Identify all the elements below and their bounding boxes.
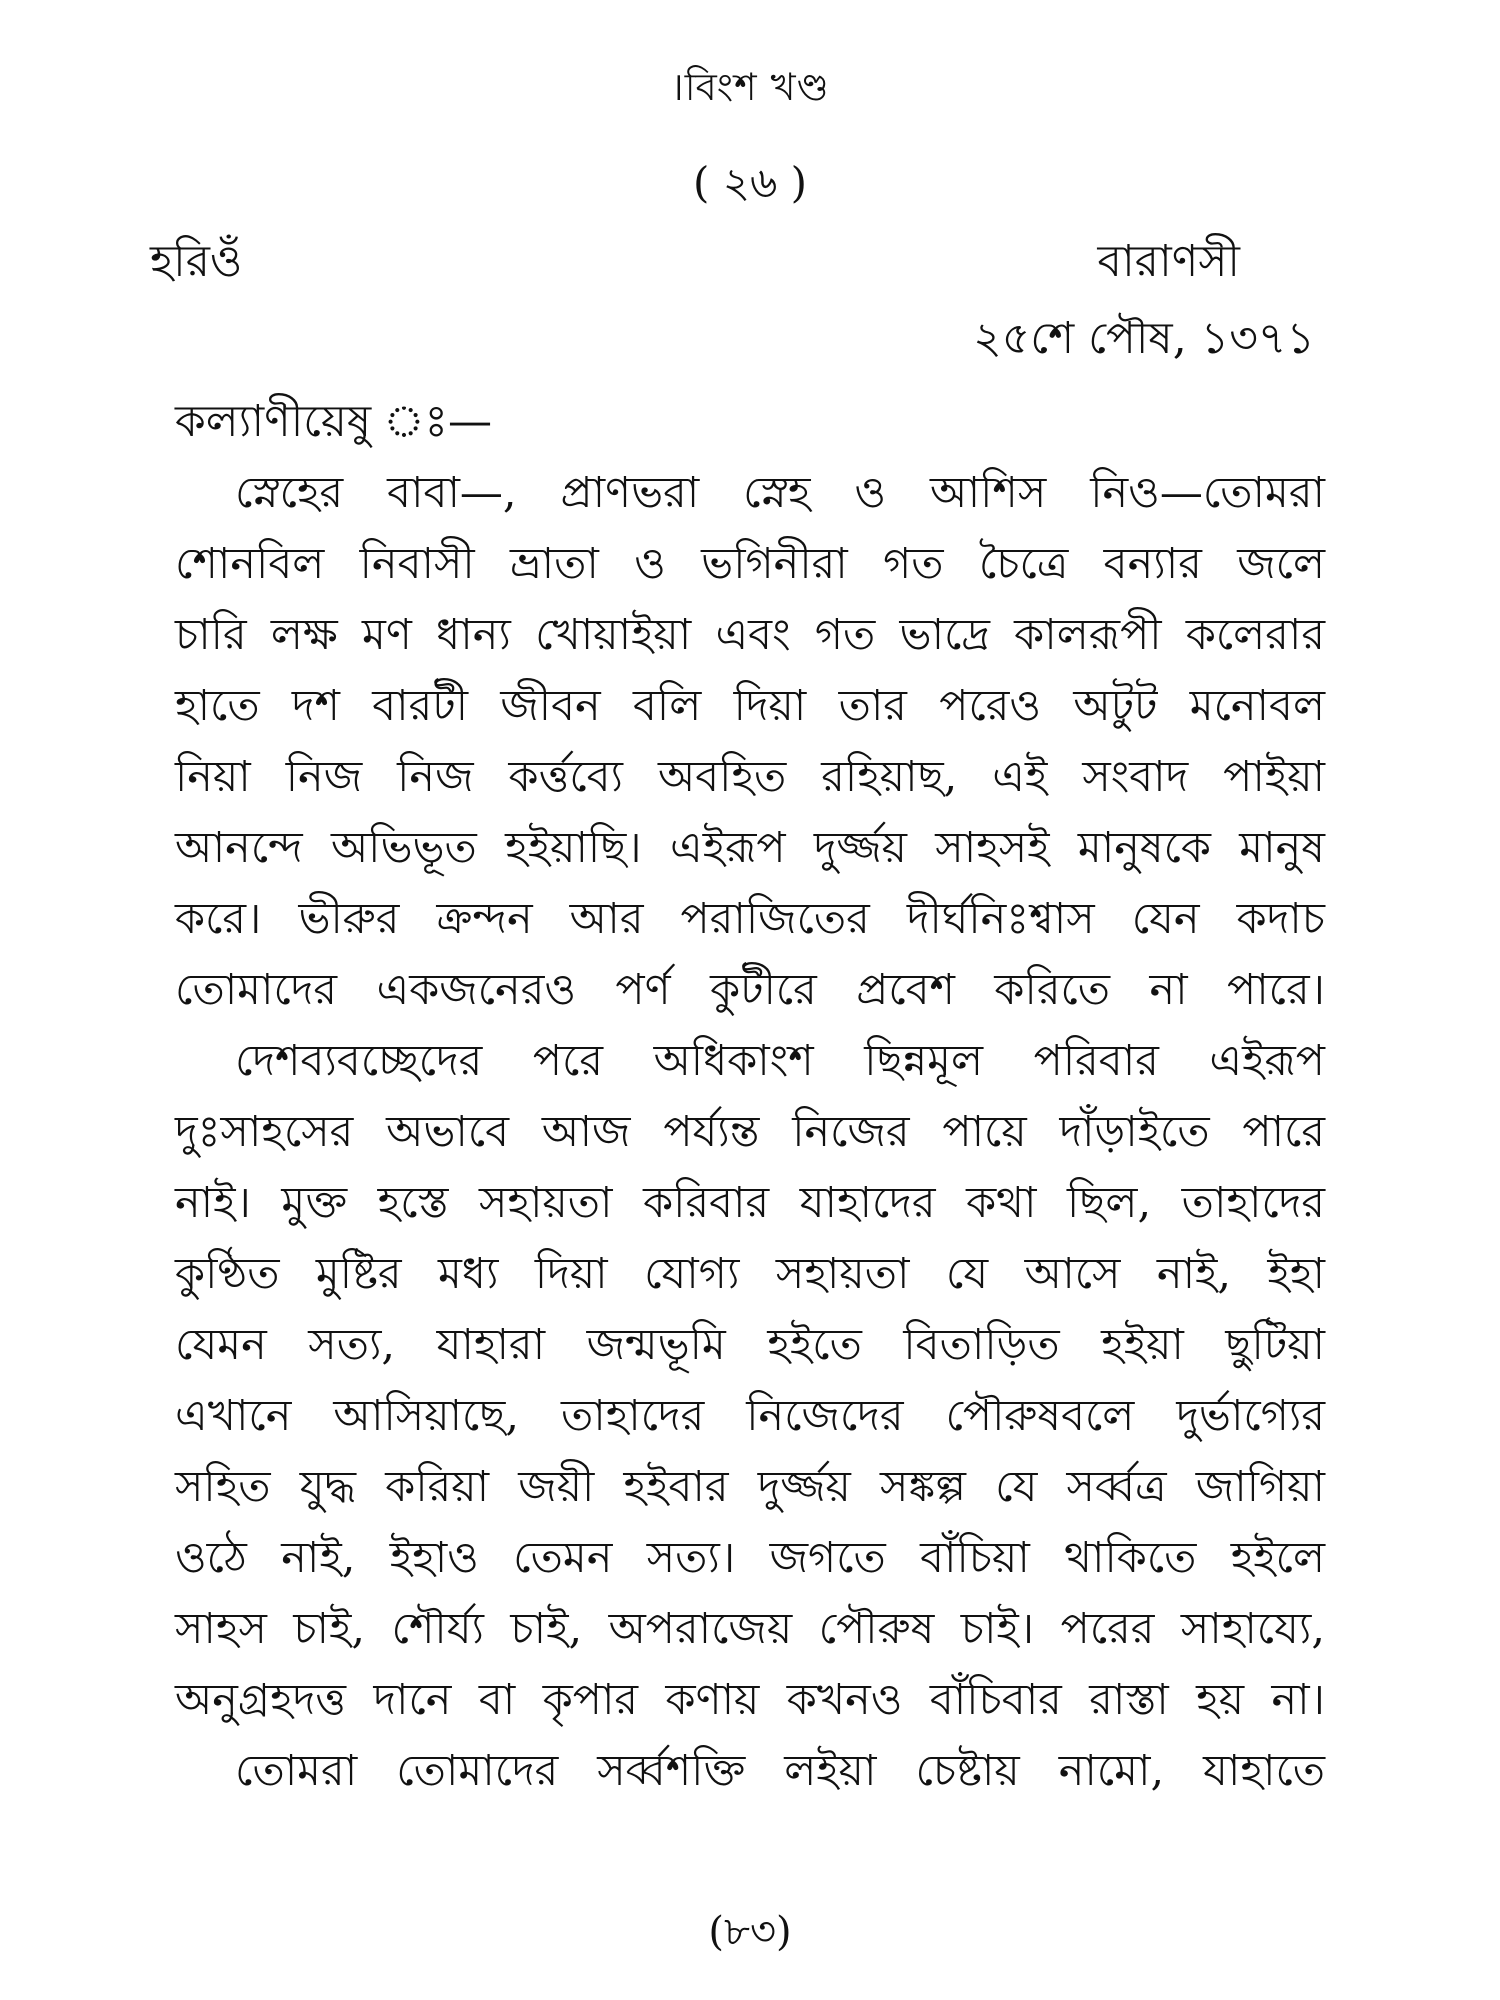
salutation: হরিওঁ: [150, 236, 243, 287]
text-line: কুণ্ঠিত মুষ্টির মধ্য দিয়া যোগ্য সহায়তা যে আসে নাই, ইহা: [175, 1249, 1325, 1299]
text-line: আনন্দে অভিভূত হইয়াছি। এইরূপ দুর্জ্জয় সাহসই মানুষকে মানুষ: [175, 823, 1325, 873]
letter-number: ( ২৬ ): [692, 158, 808, 207]
letter-body: [175, 458, 1325, 1807]
text-line: তোমাদের একজনেরও পর্ণ কুটীরে প্রবেশ করিতে না পারে।: [175, 965, 1325, 1015]
text-line: তোমরা তোমাদের সর্ব্বশক্তি লইয়া চেষ্টায় নামো, যাহাতে: [235, 1746, 1325, 1796]
paragraph-1: [175, 458, 1325, 1026]
text-line: ওঠে নাই, ইহাও তেমন সত্য। জগতে বাঁচিয়া থাকিতে হইলে: [175, 1533, 1325, 1583]
text-line: সাহস চাই, শৌর্য্য চাই, অপরাজেয় পৌরুষ চাই। পরের সাহায্যে,: [175, 1604, 1325, 1654]
text-line: সহিত যুদ্ধ করিয়া জয়ী হইবার দুর্জ্জয় সঙ্কল্প যে সর্ব্বত্র জাগিয়া: [175, 1462, 1325, 1512]
text-line: স্নেহের বাবা—, প্রাণভরা স্নেহ ও আশিস নিও—তোমরা: [235, 468, 1325, 518]
addressee: কল্যাণীয়েষু ঃ—: [175, 396, 492, 447]
running-head: ।বিংশ খণ্ড: [670, 65, 830, 109]
text-line: নাই। মুক্ত হস্তে সহায়তা করিবার যাহাদের কথা ছিল, তাহাদের: [175, 1178, 1325, 1228]
text-line: এখানে আসিয়াছে, তাহাদের নিজেদের পৌরুষবলে দুর্ভাগ্যের: [175, 1391, 1325, 1441]
letter-place: বারাণসী: [1097, 236, 1240, 287]
text-line: শোনবিল নিবাসী ভ্রাতা ও ভগিনীরা গত চৈত্রে বন্যার জলে: [175, 539, 1325, 589]
text-line: যেমন সত্য, যাহারা জন্মভূমি হইতে বিতাড়িত হইয়া ছুটিয়া: [175, 1320, 1325, 1370]
text-line: হাতে দশ বারটী জীবন বলি দিয়া তার পরেও অটুট মনোবল: [175, 681, 1325, 731]
paragraph-2: [175, 1026, 1325, 1736]
text-line: করে। ভীরুর ক্রন্দন আর পরাজিতের দীর্ঘনিঃশ্বাস যেন কদাচ: [175, 894, 1325, 944]
text-line: নিয়া নিজ নিজ কর্ত্তব্যে অবহিত রহিয়াছ, এই সংবাদ পাইয়া: [175, 752, 1325, 802]
text-line: দেশব্যবচ্ছেদের পরে অধিকাংশ ছিন্নমূল পরিবার এইরূপ: [235, 1036, 1325, 1086]
paragraph-3: [175, 1736, 1325, 1807]
text-line: অনুগ্রহদত্ত দানে বা কৃপার কণায় কখনও বাঁচিবার রাস্তা হয় না।: [175, 1675, 1325, 1725]
text-line: দুঃসাহসের অভাবে আজ পর্য্যন্ত নিজের পায়ে দাঁড়াইতে পারে: [175, 1107, 1325, 1157]
letter-date: ২৫শে পৌষ, ১৩৭১: [973, 313, 1315, 364]
page-number: (৮৩): [708, 1909, 792, 1955]
text-line: চারি লক্ষ মণ ধান্য খোয়াইয়া এবং গত ভাদ্রে কালরূপী কলেরার: [175, 610, 1325, 660]
